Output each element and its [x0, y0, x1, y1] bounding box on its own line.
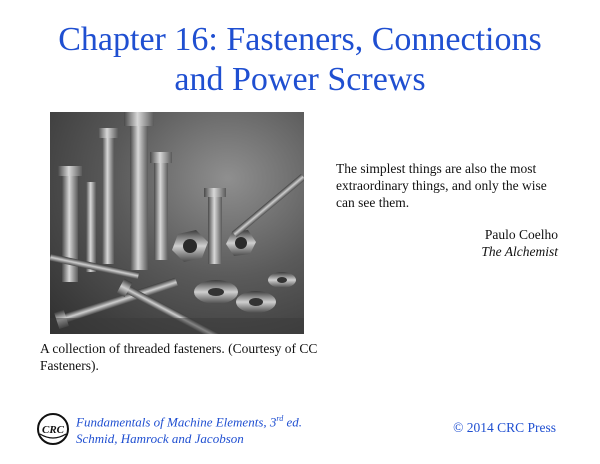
book-authors: Schmid, Hamrock and Jacobson	[76, 431, 244, 447]
edition-superscript: rd	[276, 414, 284, 423]
edition-suffix: ed.	[283, 414, 302, 430]
copyright-notice: © 2014 CRC Press	[453, 420, 556, 435]
fasteners-illustration	[50, 112, 304, 334]
title-line-1: Chapter 16: Fasteners, Connections	[58, 21, 542, 58]
slide-title	[0, 20, 600, 100]
photo-caption: A collection of threaded fasteners. (Courtesy of CC Fasteners).	[40, 341, 318, 373]
book-title: Fundamentals of Machine Elements, 3	[76, 414, 277, 430]
book-title-line	[76, 410, 302, 430]
crc-logo-icon	[36, 412, 70, 446]
title-line-2: and Power Screws	[174, 61, 426, 98]
quote-author: Paulo Coelho	[484, 227, 558, 242]
svg-text:CRC: CRC	[41, 424, 65, 436]
fasteners-photo	[50, 112, 304, 334]
epigraph-attribution	[481, 226, 558, 260]
epigraph-quote: The simplest things are also the most extraordinary things, and only the wise can see them.	[336, 161, 547, 210]
quote-source: The Alchemist	[481, 244, 558, 259]
book-reference	[76, 410, 302, 447]
